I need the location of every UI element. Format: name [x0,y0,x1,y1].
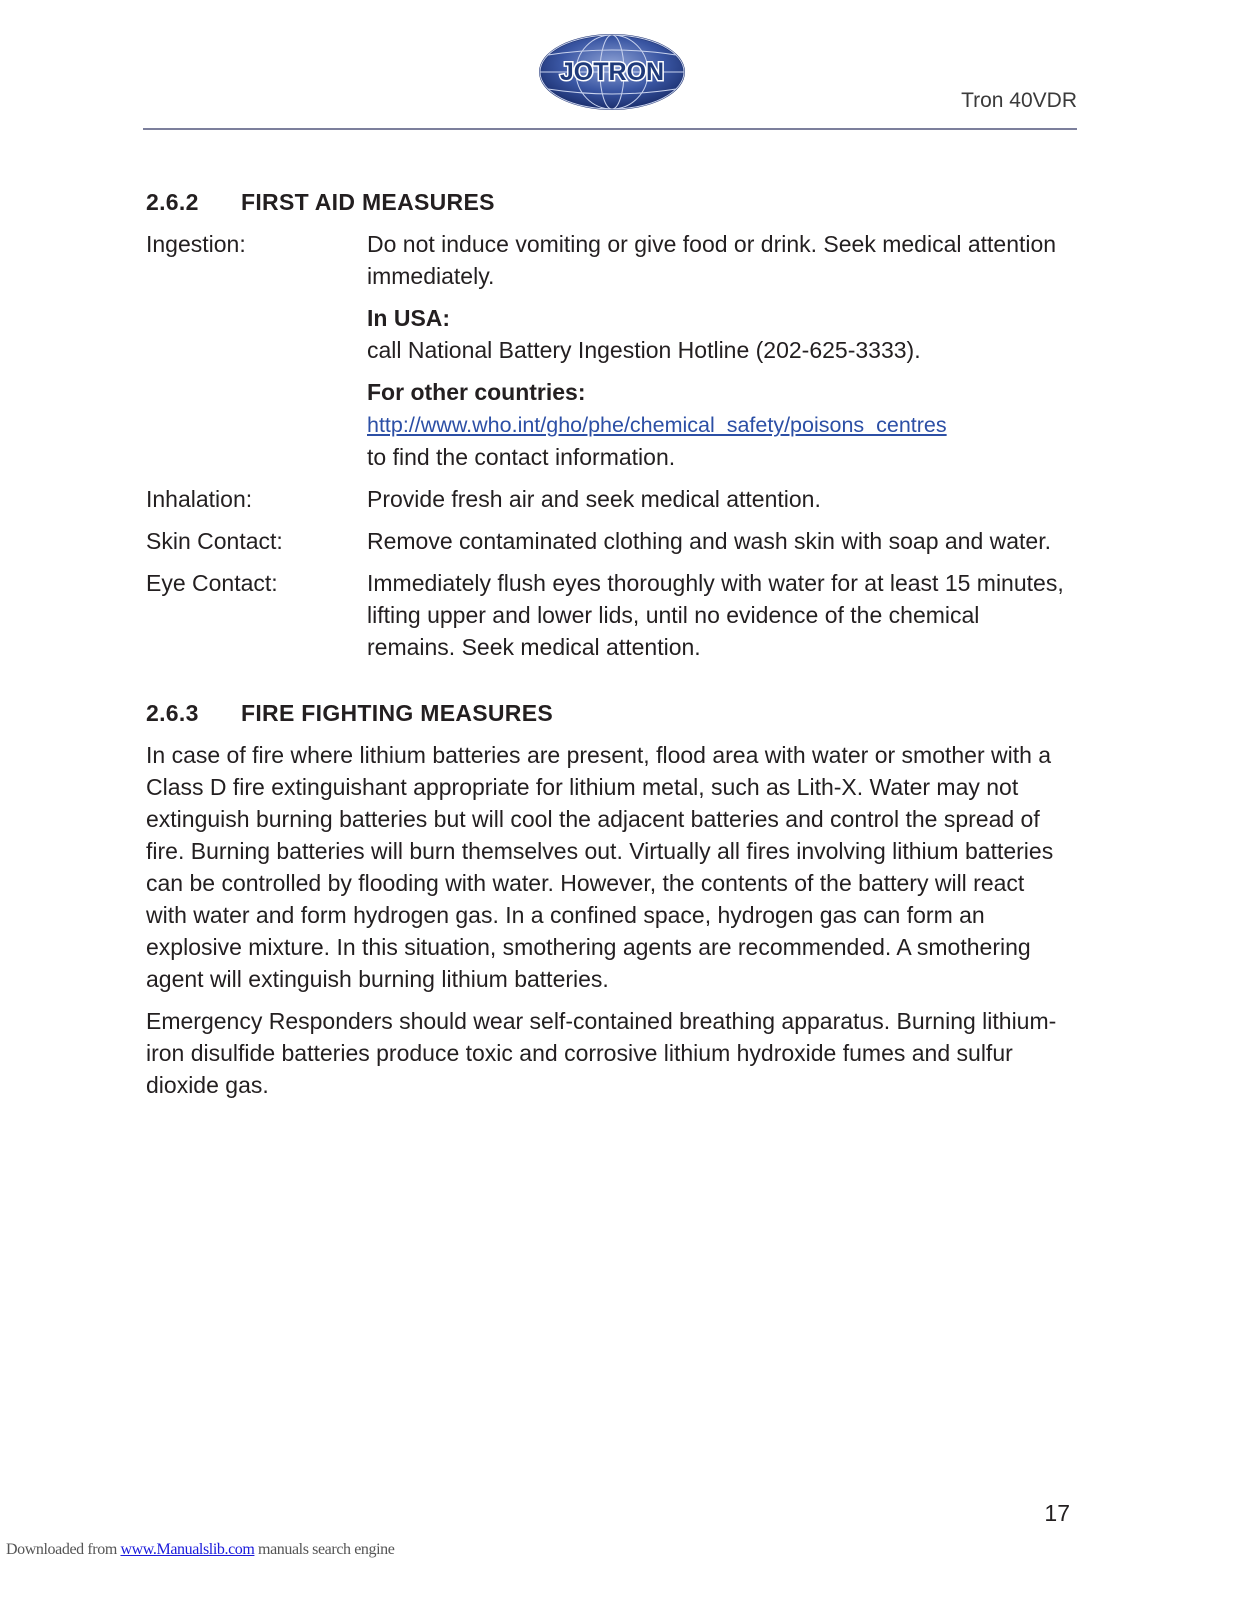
first-aid-row-skin-contact [146,525,1070,557]
first-aid-row-inhalation [146,483,1070,515]
download-footer [6,1541,394,1559]
manualslib-link[interactable]: www.Manualslib.com [120,1541,255,1558]
product-name: Tron 40VDR [961,89,1077,112]
row-label: Skin Contact: [146,528,283,554]
poisons-centres-link[interactable]: http://www.who.int/gho/phe/chemical_safety/poisons_centres [367,413,947,437]
fire-fighting-paragraph-2: Emergency Responders should wear self-contained breathing apparatus. Burning lithium-iron disulfide batteries produce toxic and corrosive lithium hydroxide fumes and sulfur dioxide gas. [146,1008,1057,1098]
section-heading-first-aid [146,186,1070,218]
page-number: 17 [1044,1500,1070,1526]
other-countries-text: to find the contact information. [367,444,676,470]
usa-heading: In USA: [367,305,451,331]
footer-prefix: Downloaded from [6,1541,121,1558]
row-label: Inhalation: [146,486,253,512]
usa-text: call National Battery Ingestion Hotline (202-625-3333). [367,337,921,363]
header-divider [143,128,1077,130]
section-title: FIRE FIGHTING MEASURES [241,700,554,726]
first-aid-row-ingestion [146,228,1070,473]
page-content [146,186,1070,1111]
section-title: FIRST AID MEASURES [241,189,495,215]
section-number: 2.6.3 [146,700,199,726]
row-description: Remove contaminated clothing and wash skin with soap and water. [367,528,1052,554]
logo-text: JOTRON [559,58,665,86]
first-aid-row-eye-contact [146,567,1070,663]
section-number: 2.6.2 [146,189,199,215]
row-description: Provide fresh air and seek medical attention. [367,486,821,512]
row-description [367,228,1070,473]
other-countries-heading: For other countries: [367,379,586,405]
fire-fighting-paragraph-1: In case of fire where lithium batteries are present, flood area with water or smother with a Class D fire extinguishant appropriate for lithium metal, such as Lith-X. Water may not extinguish burning batteries but will cool the adjacent batteries and control the spread of fire. Burning batteries will burn themselves out. Virtually all fires involving lithium batteries can be controlled by flooding with water. However, the contents of the battery will react with water and form hydrogen gas. In a confined space, hydrogen gas can form an explosive mixture. In this situation, smothering agents are recommended. A smothering agent will extinguish burning lithium batteries. [146,742,1054,992]
jotron-logo [538,33,686,111]
section-heading-fire-fighting [146,697,1070,729]
ingestion-text: Do not induce vomiting or give food or drink. Seek medical attention immediately. [367,231,1057,289]
globe-logo-icon [538,33,686,111]
row-description: Immediately flush eyes thoroughly with water for at least 15 minutes, lifting upper and lower lids, until no evidence of the chemical remains. Seek medical attention. [367,570,1064,660]
row-label: Eye Contact: [146,570,278,596]
footer-suffix: manuals search engine [254,1541,395,1558]
row-label: Ingestion: [146,231,246,257]
